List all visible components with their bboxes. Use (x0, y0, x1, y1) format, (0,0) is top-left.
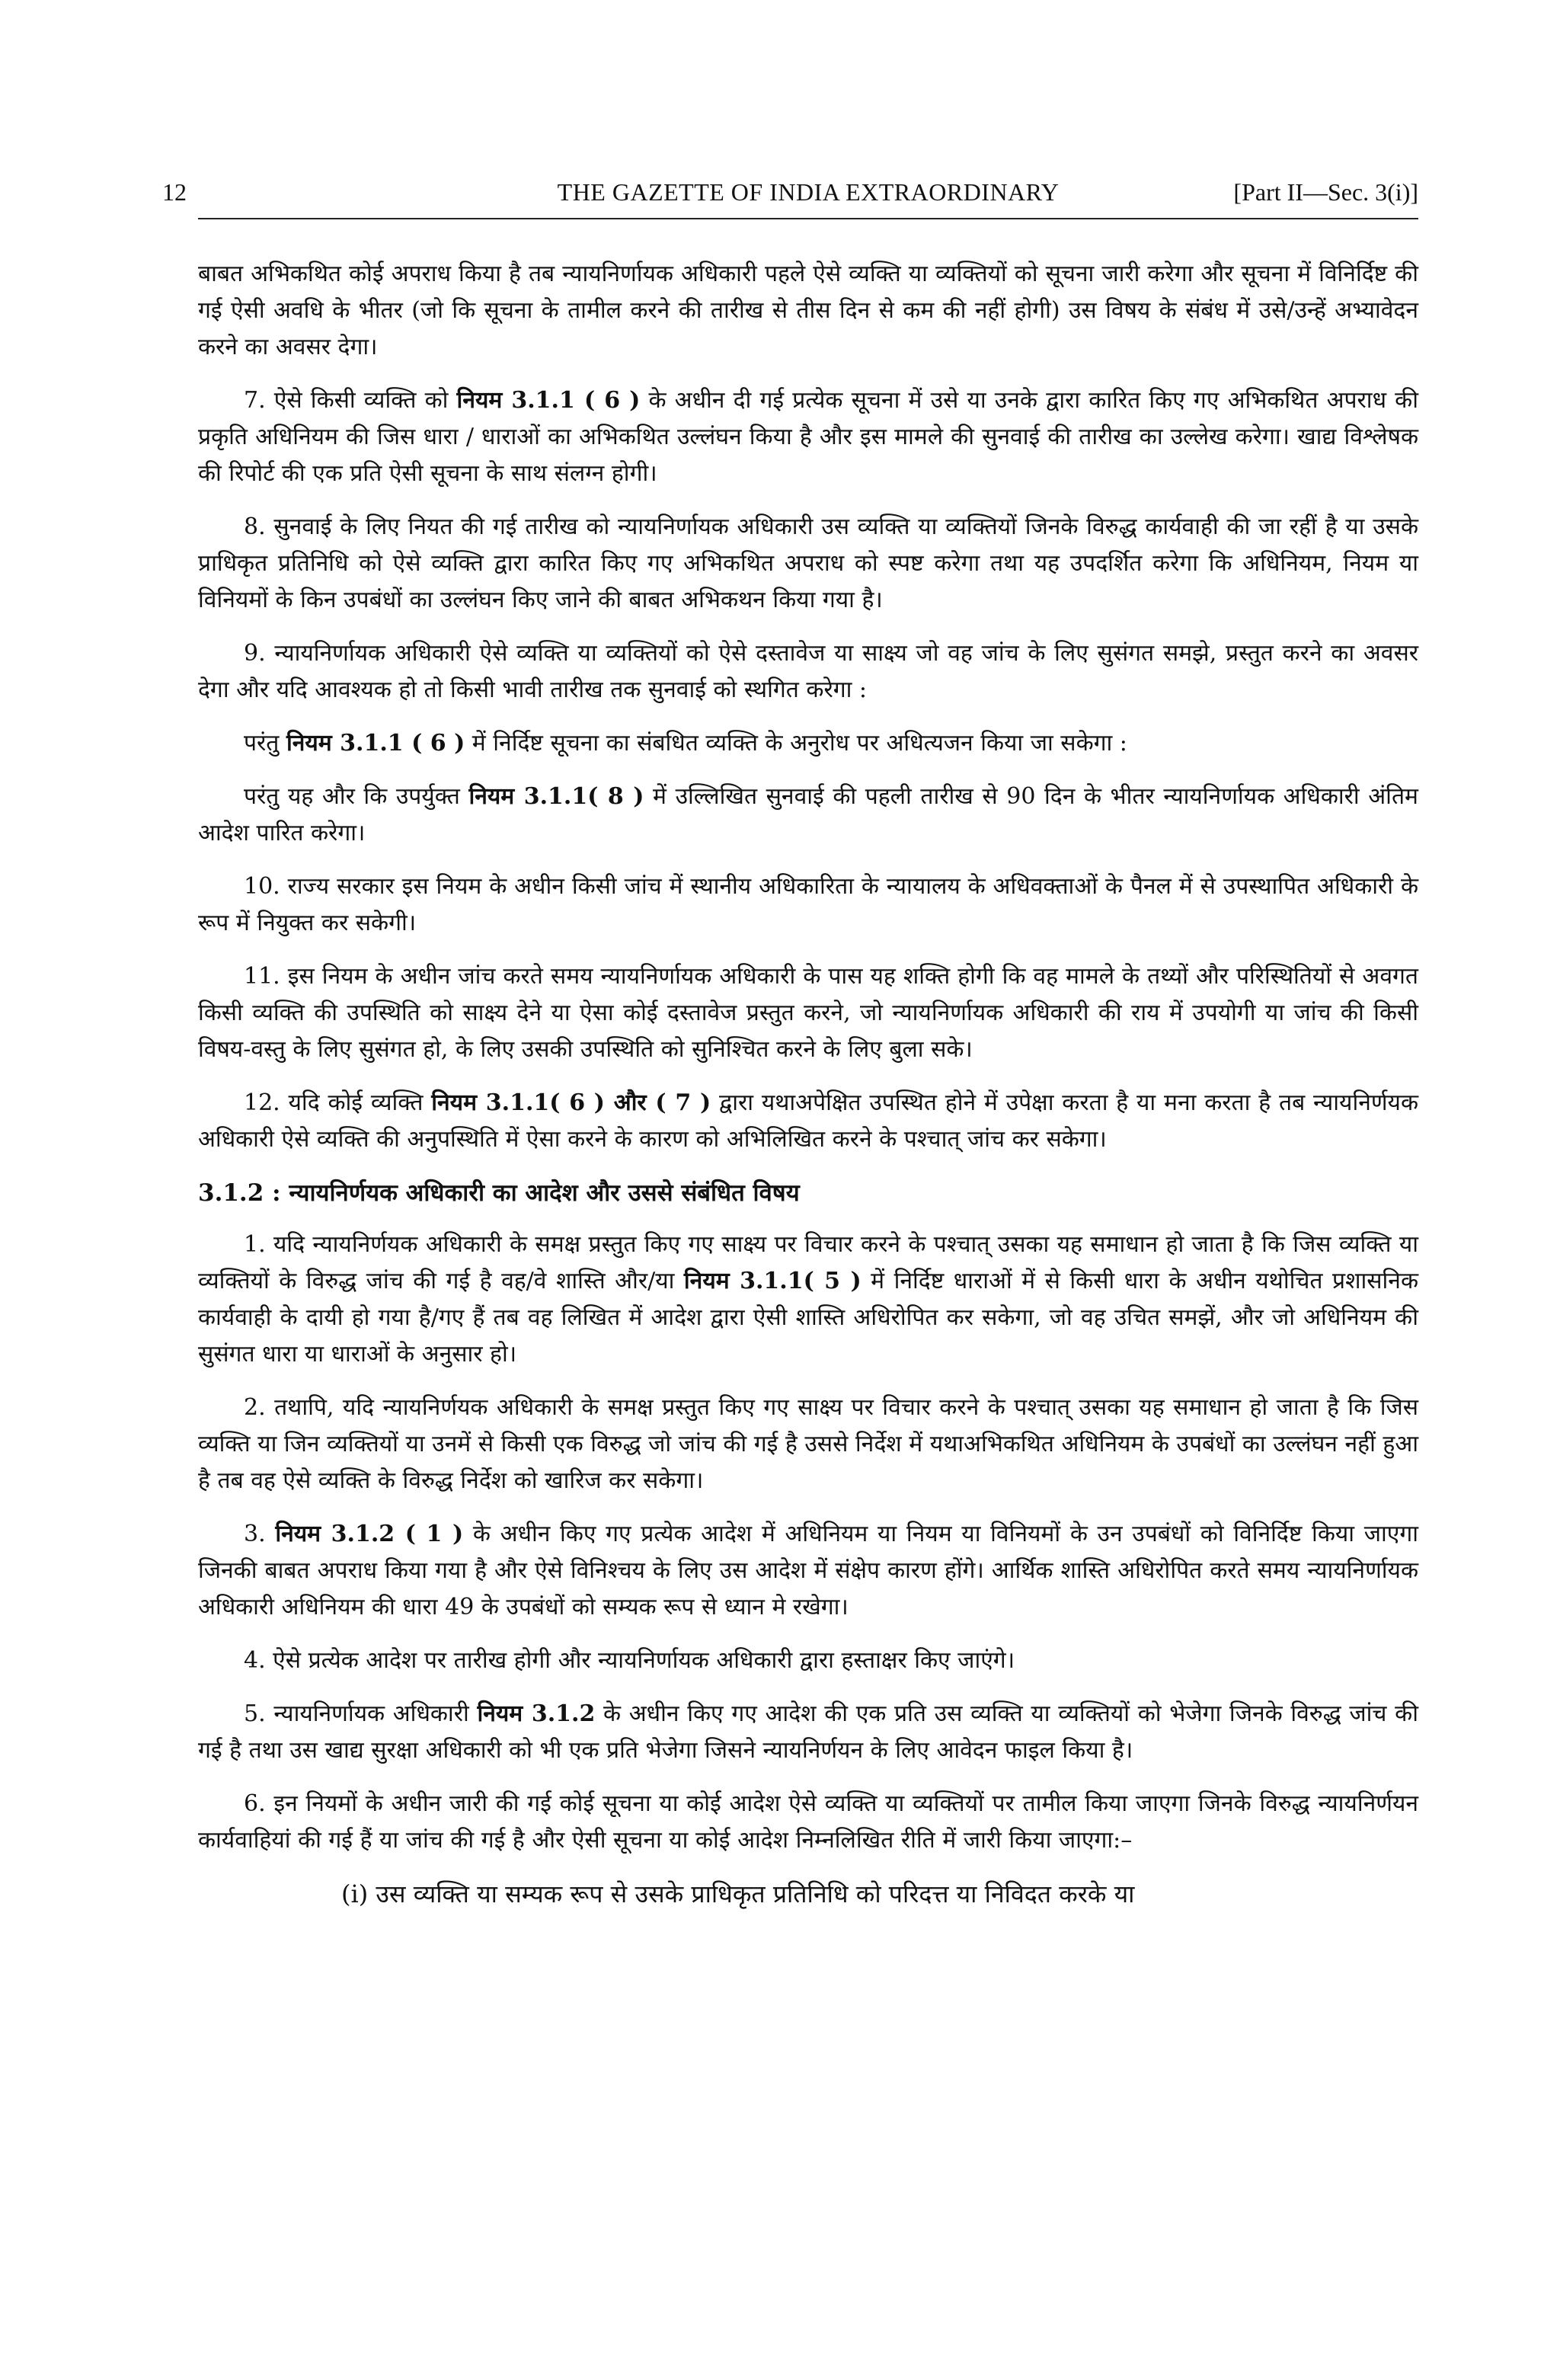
paragraph-9: 9. न्यायनिर्णायक अधिकारी ऐसे व्यक्ति या व्यक्तियों को ऐसे दस्तावेज या साक्ष्य जो वह जांच के लिए सुसंगत समझे, प्रस्तुत करने का अवसर देगा और यदि आवश्यक हो तो किसी भावी तारीख तक सुनवाई को स्थगित करेगा : (198, 640, 1418, 703)
paragraph-7: 7. ऐसे किसी व्यक्ति को नियम 3.1.1 ( 6 ) के अधीन दी गई प्रत्येक सूचना में उसे या उनके द्वारा कारित किए गए अभिकथित अपराध की प्रकृति अधिनियम की जिस धारा / धाराओं का अभिकथित उल्लंघन किया है और इस मामले की सुनवाई की तारीख का उल्लेख करेगा। खाद्य विश्लेषक की रिपोर्ट की एक प्रति ऐसी सूचना के साथ संलग्न होगी। (198, 387, 1418, 487)
section-heading: 3.1.2 : न्यायनिर्णयक अधिकारी का आदेश और उससे संबंधित विषय (198, 1179, 800, 1207)
order-paragraph-1: 1. यदि न्यायनिर्णयक अधिकारी के समक्ष प्रस्तुत किए गए साक्ष्य पर विचार करने के पश्चात् उसका यह समाधान हो जाता है कि जिस व्यक्ति या व्यक्तियों के विरुद्ध जांच की गई है वह/वे शास्ति और/या नियम 3.1.1( 5 ) में निर्दिष्ट धाराओं में से किसी धारा के अधीन यथोचित प्रशासनिक कार्यवाही के दायी हो गया है/गए हैं तब वह लिखित में आदेश द्वारा ऐसी शास्ति अधिरोपित कर सकेगा, जो वह उचित समझें, और जो अधिनियम की सुसंगत धारा या धाराओं के अनुसार हो। (198, 1231, 1418, 1368)
rule-reference: नियम 3.1.1( 5 ) (683, 1268, 862, 1294)
order-paragraph-6: 6. इन नियमों के अधीन जारी की गई कोई सूचना या कोई आदेश ऐसे व्यक्ति या व्यक्तियों पर तामील किया जाएगा जिनके विरुद्ध न्यायनिर्णयन कार्यवाहियां की गई हैं या जांच की गई है और ऐसी सूचना या कोई आदेश निम्नलिखित रीति में जारी किया जाएगा:– (198, 1790, 1418, 1854)
order-paragraph-5: 5. न्यायनिर्णायक अधिकारी नियम 3.1.2 के अधीन किए गए आदेश की एक प्रति उस व्यक्ति या व्यक्तियों को भेजेगा जिनके विरुद्ध जांच की गई है तथा उस खाद्य सुरक्षा अधिकारी को भी एक प्रति भेजेगा जिसने न्यायनिर्णयन के लिए आवेदन फाइल किया है। (198, 1700, 1418, 1764)
document-body (198, 256, 1418, 1912)
rule-reference: नियम 3.1.2 (477, 1700, 596, 1727)
rule-reference: नियम 3.1.2 ( 1 ) (275, 1521, 464, 1547)
order-paragraph-4: 4. ऐसे प्रत्येक आदेश पर तारीख होगी और न्यायनिर्णायक अधिकारी द्वारा हस्ताक्षर किए जाएंगे। (244, 1647, 1015, 1674)
clause-i: (i) उस व्यक्ति या सम्यक रूप से उसके प्राधिकृत प्रतिनिधि को परिदत्त या निविदत करके या (341, 1879, 1135, 1908)
gazette-page (0, 172, 1560, 2380)
gazette-title: THE GAZETTE OF INDIA EXTRAORDINARY (557, 178, 1060, 206)
proviso-1: परंतु नियम 3.1.1 ( 6 ) में निर्दिष्ट सूचना का संबधित व्यक्ति के अनुरोध पर अधित्यजन किया जा सकेगा : (244, 730, 1127, 757)
paragraph-11: 11. इस नियम के अधीन जांच करते समय न्यायनिर्णायक अधिकारी के पास यह शक्ति होगी कि वह मामले के तथ्यों और परिस्थितियों से अवगत किसी व्यक्ति की उपस्थिति को साक्ष्य देने या ऐसा कोई दस्तावेज प्रस्तुत करने, जो न्यायनिर्णायक अधिकारी की राय में उपयोगी या जांच की किसी विषय-वस्तु के लिए सुसंगत हो, के लिए उसकी उपस्थिति को सुनिश्चित करने के लिए बुला सके। (198, 963, 1418, 1063)
rule-reference: नियम 3.1.1( 6 ) और ( 7 ) (431, 1089, 711, 1116)
page-header (162, 172, 1418, 219)
rule-reference: नियम 3.1.1 ( 6 ) (456, 387, 641, 414)
order-paragraph-2: 2. तथापि, यदि न्यायनिर्णयक अधिकारी के समक्ष प्रस्तुत किए गए साक्ष्य पर विचार करने के पश्चात् उसका यह समाधान हो जाता है कि जिस व्यक्ति या जिन व्यक्तियों या उनमें से किसी एक विरुद्ध जो जांच की गई है उससे निर्देश में यथाअभिकथित अधिनियम के उपबंधों का उल्लंघन नहीं हुआ है तब वह ऐसे व्यक्ति के विरुद्ध निर्देश को खारिज कर सकेगा। (198, 1394, 1419, 1494)
proviso-2: परंतु यह और कि उपर्युक्त नियम 3.1.1( 8 ) में उल्लिखित सुनवाई की पहली तारीख से 90 दिन के भीतर न्यायनिर्णायक अधिकारी अंतिम आदेश पारित करेगा। (198, 783, 1418, 846)
paragraph-10: 10. राज्य सरकार इस नियम के अधीन किसी जांच में स्थानीय अधिकारिता के न्यायालय के अधिवक्ताओं के पैनल में से उपस्थापित अधिकारी के रूप में नियुक्त कर सकेगी। (198, 873, 1418, 936)
order-paragraph-3: 3. नियम 3.1.2 ( 1 ) के अधीन किए गए प्रत्येक आदेश में अधिनियम या नियम या विनियमों के उन उपबंधों को विनिर्दिष्ट किया जाएगा जिनकी बाबत अपराध किया गया है और ऐसे विनिश्चय के लिए उस आदेश में संक्षेप कारण होंगे। आर्थिक शास्ति अधिरोपित करते समय न्यायनिर्णायक अधिकारी अधिनियम की धारा 49 के उपबंधों को सम्यक रूप से ध्यान मे रखेगा। (198, 1521, 1418, 1620)
rule-reference: नियम 3.1.1( 8 ) (468, 783, 644, 810)
page-number: 12 (162, 178, 187, 206)
paragraph-continued: बाबत अभिकथित कोई अपराध किया है तब न्यायनिर्णायक अधिकारी पहले ऐसे व्यक्ति या व्यक्तियों को सूचना जारी करेगा और सूचना में विनिर्दिष्ट की गई ऐसी अवधि के भीतर (जो कि सूचना के तामील करने की तारीख से तीस दिन से कम की नहीं होगी) उस विषय के संबंध में उसे/उन्हें अभ्यावेदन करने का अवसर देगा। (198, 261, 1418, 360)
paragraph-8: 8. सुनवाई के लिए नियत की गई तारीख को न्यायनिर्णायक अधिकारी उस व्यक्ति या व्यक्तियों जिनके विरुद्ध कार्यवाही की जा रहीं है या उसके प्राधिकृत प्रतिनिधि को ऐसे व्यक्ति द्वारा कारित किए गए अभिकथित अपराध को स्पष्ट करेगा तथा यह उपदर्शित करेगा कि अधिनियम, नियम या विनियमों के किन उपबंधों का उल्लंघन किए जाने की बाबत अभिकथन किया गया है। (198, 513, 1418, 613)
part-section-label: [Part II—Sec. 3(i)] (1233, 178, 1418, 206)
rule-reference: नियम 3.1.1 ( 6 ) (286, 730, 465, 757)
paragraph-12: 12. यदि कोई व्यक्ति नियम 3.1.1( 6 ) और ( 7 ) द्वारा यथाअपेक्षित उपस्थित होने में उपेक्षा करता है या मना करता है तब न्यायनिर्णयक अधिकारी ऐसे व्यक्ति की अनुपस्थिति में ऐसा करने के कारण को अभिलिखित करने के पश्चात् जांच कर सकेगा। (198, 1089, 1418, 1153)
